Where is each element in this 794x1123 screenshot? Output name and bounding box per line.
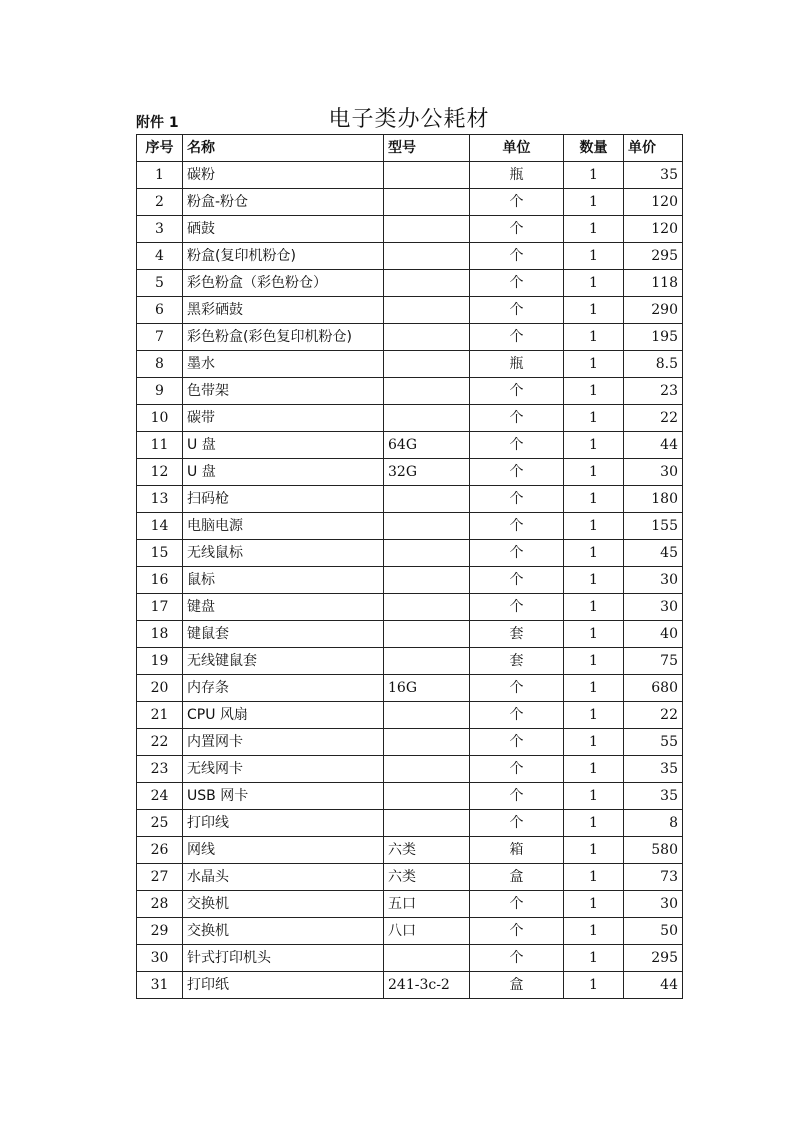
- cell-price: 44: [624, 972, 683, 999]
- table-row: [137, 810, 683, 837]
- cell-index: 27: [137, 864, 183, 891]
- cell-name: 打印纸: [183, 972, 384, 999]
- cell-model: 五口: [384, 891, 470, 918]
- cell-model: [384, 486, 470, 513]
- cell-index: 16: [137, 567, 183, 594]
- cell-unit: 瓶: [470, 162, 564, 189]
- table-row: [137, 594, 683, 621]
- cell-index: 5: [137, 270, 183, 297]
- attachment-label: 附件 1: [136, 115, 179, 131]
- cell-quantity: 1: [564, 459, 624, 486]
- cell-quantity: 1: [564, 540, 624, 567]
- table-row: [137, 243, 683, 270]
- column-header-model: 型号: [384, 135, 470, 162]
- cell-index: 19: [137, 648, 183, 675]
- cell-model: [384, 243, 470, 270]
- cell-unit: 个: [470, 486, 564, 513]
- cell-model: 32G: [384, 459, 470, 486]
- table-row: [137, 459, 683, 486]
- cell-price: 23: [624, 378, 683, 405]
- cell-name: 水晶头: [183, 864, 384, 891]
- cell-unit: 个: [470, 270, 564, 297]
- cell-quantity: 1: [564, 594, 624, 621]
- cell-quantity: 1: [564, 378, 624, 405]
- table-row: [137, 297, 683, 324]
- cell-model: 六类: [384, 837, 470, 864]
- cell-unit: 个: [470, 675, 564, 702]
- cell-price: 580: [624, 837, 683, 864]
- cell-name: 扫码枪: [183, 486, 384, 513]
- cell-price: 118: [624, 270, 683, 297]
- cell-index: 9: [137, 378, 183, 405]
- cell-quantity: 1: [564, 567, 624, 594]
- cell-price: 8: [624, 810, 683, 837]
- cell-unit: 个: [470, 243, 564, 270]
- cell-name: 碳粉: [183, 162, 384, 189]
- table-row: [137, 567, 683, 594]
- cell-unit: 个: [470, 756, 564, 783]
- cell-name: 交换机: [183, 918, 384, 945]
- cell-price: 45: [624, 540, 683, 567]
- table-row: [137, 648, 683, 675]
- cell-index: 22: [137, 729, 183, 756]
- table-row: [137, 918, 683, 945]
- cell-price: 22: [624, 702, 683, 729]
- column-header-price: 单价: [624, 135, 683, 162]
- cell-price: 35: [624, 783, 683, 810]
- cell-price: 295: [624, 945, 683, 972]
- cell-index: 25: [137, 810, 183, 837]
- cell-unit: 个: [470, 324, 564, 351]
- cell-model: 16G: [384, 675, 470, 702]
- cell-unit: 个: [470, 297, 564, 324]
- cell-model: [384, 540, 470, 567]
- cell-price: 22: [624, 405, 683, 432]
- cell-index: 4: [137, 243, 183, 270]
- cell-index: 15: [137, 540, 183, 567]
- table-body: [137, 162, 683, 999]
- cell-name: 电脑电源: [183, 513, 384, 540]
- cell-index: 26: [137, 837, 183, 864]
- cell-name: 键鼠套: [183, 621, 384, 648]
- cell-name: 键盘: [183, 594, 384, 621]
- cell-index: 1: [137, 162, 183, 189]
- table-row: [137, 351, 683, 378]
- cell-price: 155: [624, 513, 683, 540]
- table-row: [137, 675, 683, 702]
- cell-unit: 个: [470, 216, 564, 243]
- cell-index: 29: [137, 918, 183, 945]
- cell-name: U 盘: [183, 459, 384, 486]
- cell-index: 28: [137, 891, 183, 918]
- column-header-name: 名称: [183, 135, 384, 162]
- cell-unit: 个: [470, 702, 564, 729]
- cell-unit: 盒: [470, 972, 564, 999]
- cell-name: 针式打印机头: [183, 945, 384, 972]
- cell-quantity: 1: [564, 621, 624, 648]
- cell-quantity: 1: [564, 918, 624, 945]
- page-title: 电子类办公耗材: [328, 107, 490, 132]
- consumables-table: [136, 134, 683, 999]
- cell-price: 55: [624, 729, 683, 756]
- cell-quantity: 1: [564, 864, 624, 891]
- cell-quantity: 1: [564, 675, 624, 702]
- table-row: [137, 270, 683, 297]
- table-row: [137, 837, 683, 864]
- cell-quantity: 1: [564, 945, 624, 972]
- cell-quantity: 1: [564, 189, 624, 216]
- cell-unit: 个: [470, 918, 564, 945]
- cell-name: 彩色粉盒(彩色复印机粉仓): [183, 324, 384, 351]
- cell-quantity: 1: [564, 756, 624, 783]
- cell-name: 打印线: [183, 810, 384, 837]
- table-row: [137, 432, 683, 459]
- cell-unit: 个: [470, 594, 564, 621]
- cell-quantity: 1: [564, 810, 624, 837]
- cell-index: 6: [137, 297, 183, 324]
- cell-unit: 套: [470, 621, 564, 648]
- cell-model: [384, 729, 470, 756]
- cell-model: 64G: [384, 432, 470, 459]
- cell-name: 交换机: [183, 891, 384, 918]
- cell-price: 75: [624, 648, 683, 675]
- table-row: [137, 621, 683, 648]
- cell-index: 31: [137, 972, 183, 999]
- cell-model: [384, 324, 470, 351]
- cell-unit: 箱: [470, 837, 564, 864]
- cell-quantity: 1: [564, 216, 624, 243]
- cell-index: 14: [137, 513, 183, 540]
- cell-unit: 个: [470, 189, 564, 216]
- table-row: [137, 891, 683, 918]
- cell-unit: 个: [470, 459, 564, 486]
- cell-quantity: 1: [564, 297, 624, 324]
- cell-index: 20: [137, 675, 183, 702]
- cell-unit: 个: [470, 432, 564, 459]
- cell-price: 120: [624, 189, 683, 216]
- cell-quantity: 1: [564, 270, 624, 297]
- cell-name: 无线键鼠套: [183, 648, 384, 675]
- cell-name: 粉盒(复印机粉仓): [183, 243, 384, 270]
- cell-model: [384, 621, 470, 648]
- cell-model: 241-3c-2: [384, 972, 470, 999]
- cell-unit: 个: [470, 540, 564, 567]
- cell-unit: 个: [470, 945, 564, 972]
- table-row: [137, 864, 683, 891]
- cell-name: USB 网卡: [183, 783, 384, 810]
- cell-model: [384, 810, 470, 837]
- cell-index: 13: [137, 486, 183, 513]
- column-header-index: 序号: [137, 135, 183, 162]
- cell-model: [384, 378, 470, 405]
- table-row: [137, 945, 683, 972]
- cell-quantity: 1: [564, 783, 624, 810]
- cell-price: 73: [624, 864, 683, 891]
- cell-model: [384, 270, 470, 297]
- table-row: [137, 216, 683, 243]
- cell-model: [384, 216, 470, 243]
- cell-quantity: 1: [564, 432, 624, 459]
- cell-model: [384, 405, 470, 432]
- cell-quantity: 1: [564, 648, 624, 675]
- cell-price: 30: [624, 891, 683, 918]
- cell-model: [384, 648, 470, 675]
- cell-index: 11: [137, 432, 183, 459]
- cell-quantity: 1: [564, 837, 624, 864]
- cell-quantity: 1: [564, 405, 624, 432]
- cell-price: 35: [624, 756, 683, 783]
- cell-model: 八口: [384, 918, 470, 945]
- cell-index: 3: [137, 216, 183, 243]
- cell-name: 墨水: [183, 351, 384, 378]
- cell-price: 30: [624, 594, 683, 621]
- table-row: [137, 540, 683, 567]
- cell-quantity: 1: [564, 243, 624, 270]
- cell-name: 彩色粉盒（彩色粉仓）: [183, 270, 384, 297]
- table-row: [137, 189, 683, 216]
- cell-quantity: 1: [564, 486, 624, 513]
- cell-unit: 盒: [470, 864, 564, 891]
- cell-price: 8.5: [624, 351, 683, 378]
- cell-name: 无线鼠标: [183, 540, 384, 567]
- cell-quantity: 1: [564, 729, 624, 756]
- cell-price: 195: [624, 324, 683, 351]
- cell-unit: 个: [470, 729, 564, 756]
- cell-quantity: 1: [564, 891, 624, 918]
- cell-index: 12: [137, 459, 183, 486]
- cell-name: 色带架: [183, 378, 384, 405]
- table-row: [137, 513, 683, 540]
- cell-index: 17: [137, 594, 183, 621]
- table-row: [137, 756, 683, 783]
- cell-price: 120: [624, 216, 683, 243]
- table-row: [137, 783, 683, 810]
- cell-index: 21: [137, 702, 183, 729]
- table-row: [137, 378, 683, 405]
- cell-quantity: 1: [564, 351, 624, 378]
- cell-unit: 个: [470, 810, 564, 837]
- cell-name: U 盘: [183, 432, 384, 459]
- cell-name: 黑彩硒鼓: [183, 297, 384, 324]
- cell-unit: 瓶: [470, 351, 564, 378]
- table-row: [137, 162, 683, 189]
- cell-quantity: 1: [564, 702, 624, 729]
- cell-model: [384, 702, 470, 729]
- cell-index: 30: [137, 945, 183, 972]
- cell-price: 180: [624, 486, 683, 513]
- cell-price: 290: [624, 297, 683, 324]
- cell-name: 粉盒-粉仓: [183, 189, 384, 216]
- cell-unit: 个: [470, 513, 564, 540]
- cell-unit: 套: [470, 648, 564, 675]
- table-row: [137, 324, 683, 351]
- cell-name: CPU 风扇: [183, 702, 384, 729]
- table-row: [137, 702, 683, 729]
- table-header-row: [137, 135, 683, 162]
- cell-model: [384, 513, 470, 540]
- cell-price: 40: [624, 621, 683, 648]
- cell-unit: 个: [470, 783, 564, 810]
- cell-name: 内存条: [183, 675, 384, 702]
- cell-name: 内置网卡: [183, 729, 384, 756]
- cell-unit: 个: [470, 405, 564, 432]
- cell-name: 网线: [183, 837, 384, 864]
- cell-index: 2: [137, 189, 183, 216]
- cell-price: 30: [624, 459, 683, 486]
- cell-model: [384, 756, 470, 783]
- cell-price: 44: [624, 432, 683, 459]
- cell-model: [384, 567, 470, 594]
- cell-quantity: 1: [564, 324, 624, 351]
- table-row: [137, 729, 683, 756]
- cell-quantity: 1: [564, 513, 624, 540]
- cell-index: 24: [137, 783, 183, 810]
- cell-index: 7: [137, 324, 183, 351]
- cell-model: [384, 162, 470, 189]
- cell-quantity: 1: [564, 162, 624, 189]
- cell-index: 23: [137, 756, 183, 783]
- cell-model: [384, 945, 470, 972]
- cell-price: 295: [624, 243, 683, 270]
- table-row: [137, 405, 683, 432]
- table-row: [137, 486, 683, 513]
- cell-model: 六类: [384, 864, 470, 891]
- cell-model: [384, 783, 470, 810]
- cell-unit: 个: [470, 567, 564, 594]
- cell-model: [384, 297, 470, 324]
- cell-index: 10: [137, 405, 183, 432]
- cell-price: 35: [624, 162, 683, 189]
- cell-model: [384, 594, 470, 621]
- cell-name: 无线网卡: [183, 756, 384, 783]
- column-header-quantity: 数量: [564, 135, 624, 162]
- cell-quantity: 1: [564, 972, 624, 999]
- cell-model: [384, 189, 470, 216]
- cell-name: 硒鼓: [183, 216, 384, 243]
- cell-price: 50: [624, 918, 683, 945]
- cell-price: 680: [624, 675, 683, 702]
- cell-name: 鼠标: [183, 567, 384, 594]
- column-header-unit: 单位: [470, 135, 564, 162]
- cell-index: 18: [137, 621, 183, 648]
- cell-index: 8: [137, 351, 183, 378]
- cell-name: 碳带: [183, 405, 384, 432]
- cell-unit: 个: [470, 891, 564, 918]
- cell-unit: 个: [470, 378, 564, 405]
- cell-price: 30: [624, 567, 683, 594]
- cell-model: [384, 351, 470, 378]
- table-row: [137, 972, 683, 999]
